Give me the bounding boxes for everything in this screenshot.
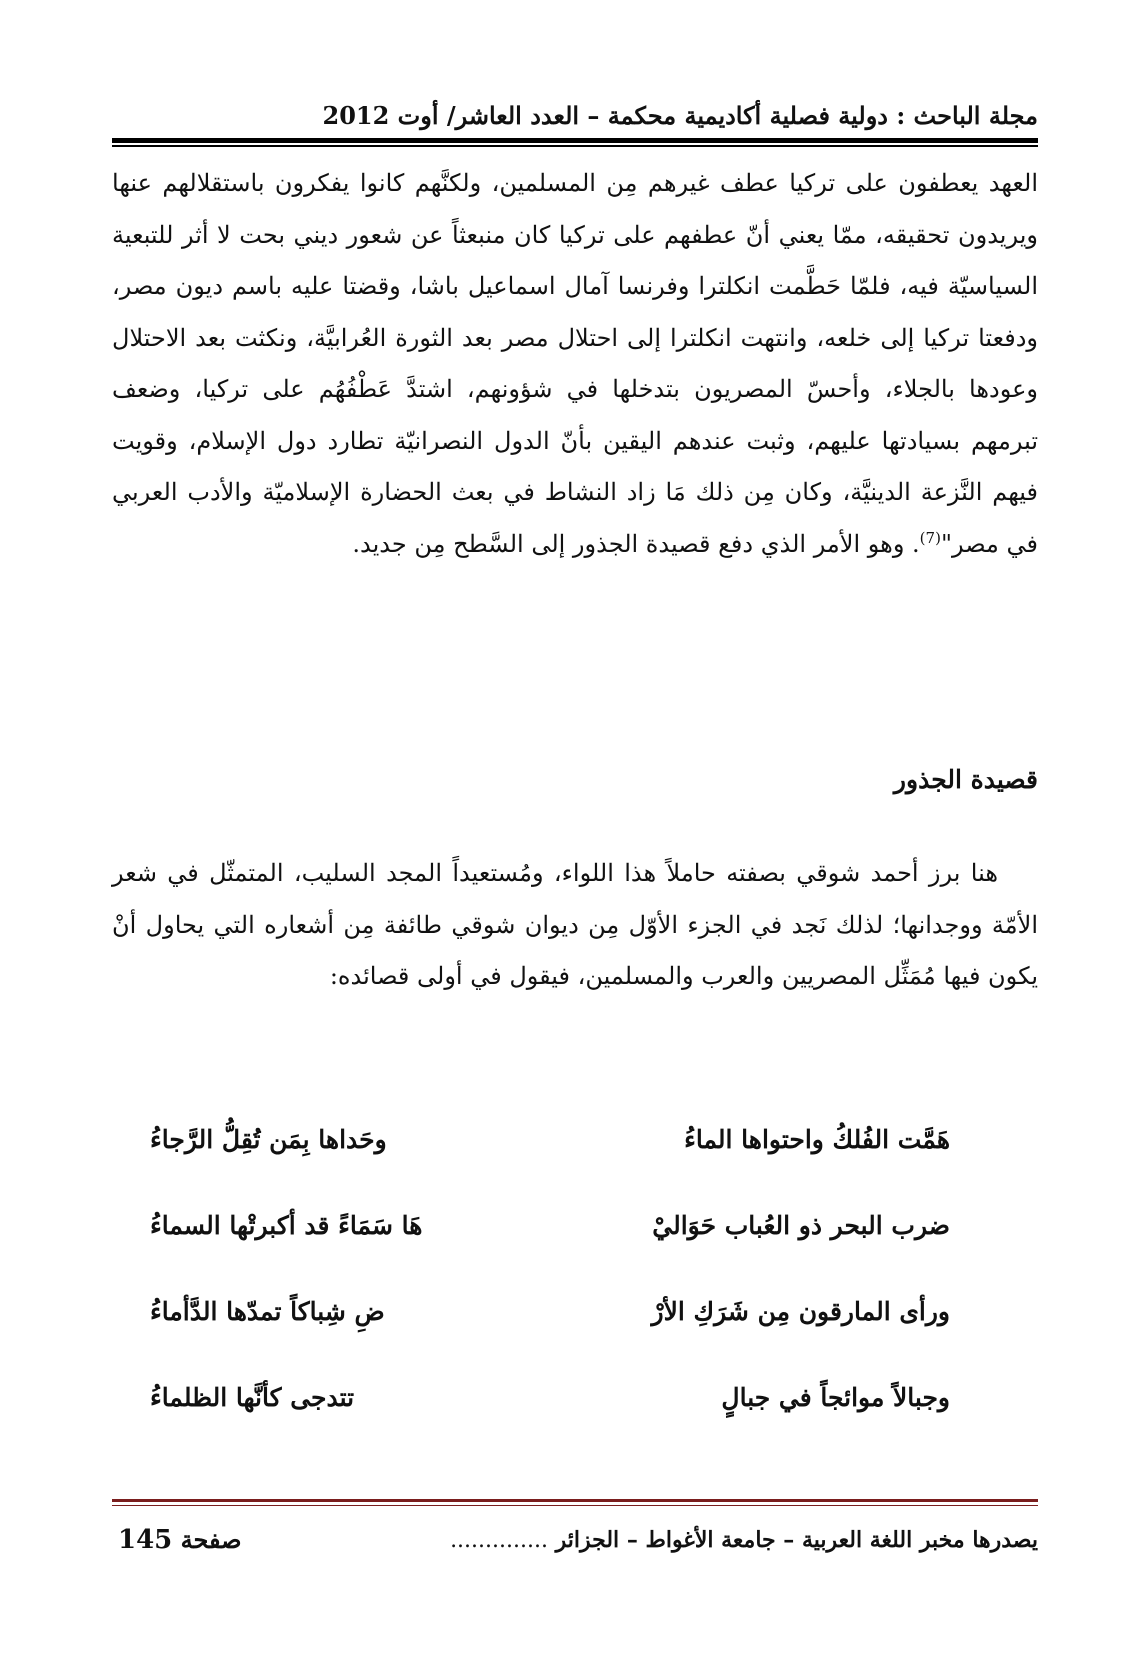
- poem-verse: [150, 1120, 950, 1206]
- poem-verse: [150, 1206, 950, 1292]
- poem-verse: [150, 1292, 950, 1378]
- verse-first-hemistich: ضرب البحر ذو العُباب حَوَاليْ: [652, 1211, 950, 1240]
- header-rule-thin: [112, 145, 1038, 147]
- body-text-main: العهد يعطفون على تركيا عطف غيرهم مِن المسلمين، ولكنَّهم كانوا يفكرون باستقلالهم عنها ويريدون تحقيقه، ممّا يعني أنّ عطفهم على تركيا كان منبعثاً عن شعور ديني بحت لا أثر للتبعية السياسيّة فيه، فلمّا حَطَّمت انكلترا وفرنسا آمال اسماعيل باشا، وقضتا عليه باسم ديون مصر، ودفعتا تركيا إلى خلعه، وانتهت انكلترا إلى احتلال مصر بعد الثورة العُرابيَّة، ونكثت بعد الاحتلال وعودها بالجلاء، وأحسّ المصريون بتدخلها في شؤونهم، اشتدَّ عَطْفُهُم على تركيا، وضعف تبرمهم بسيادتها عليهم، وثبت عندهم اليقين بأنّ الدول النصرانيّة تطارد دول الإسلام، وقويت فيهم النَّزعة الدينيَّة، وكان مِن ذلك مَا زاد النشاط في بعث الحضارة الإسلاميّة والأدب العربي في مصر": [112, 169, 1038, 558]
- page-label: صفحة: [180, 1525, 242, 1554]
- section-heading: قصيدة الجذور: [893, 765, 1038, 794]
- page-number: 145: [118, 1525, 173, 1555]
- verse-second-hemistich: تتدجى كأنَّها الظلماءُ: [150, 1383, 355, 1412]
- poem-block: [150, 1120, 950, 1464]
- body-paragraph: [112, 158, 1038, 570]
- verse-first-hemistich: هَمَّت الفُلكُ واحتواها الماءُ: [684, 1125, 950, 1154]
- verse-second-hemistich: ضِ شِباكاً تمدّها الدَّأماءُ: [150, 1297, 385, 1326]
- page-number-block: [118, 1520, 242, 1560]
- footer-rule-thick: [112, 1499, 1038, 1502]
- intro-paragraph: [112, 848, 1038, 1003]
- footer-dots: ..............: [450, 1528, 548, 1553]
- verse-second-hemistich: وحَداها بِمَن تُقِلُّ الرَّجاءُ: [150, 1125, 387, 1154]
- body-text-tail: . وهو الأمر الذي دفع قصيدة الجذور إلى السَّطح مِن جديد.: [352, 529, 920, 558]
- publisher-text: يصدرها مخبر اللغة العربية – جامعة الأغواط – الجزائر: [555, 1527, 1038, 1553]
- intro-text: هنا برز أحمد شوقي بصفته حاملاً هذا اللواء، ومُستعيداً المجد السليب، المتمثّل في شعر الأمّة ووجدانها؛ لذلك نَجد في الجزء الأوّل مِن ديوان شوقي طائفة مِن أشعاره التي يحاول أنْ يكون فيها مُمَثِّل المصريين والعرب والمسلمين، فيقول في أولى قصائده:: [112, 859, 1039, 990]
- verse-first-hemistich: وجبالاً موائجاً في جبالٍ: [721, 1383, 950, 1412]
- verse-second-hemistich: هَا سَمَاءً قد أكبرتْها السماءُ: [150, 1211, 423, 1240]
- footnote-reference[interactable]: (7): [919, 528, 941, 547]
- journal-header: مجلة الباحث : دولية فصلية أكاديمية محكمة – العدد العاشر/ أوت 2012: [322, 101, 1038, 130]
- poem-verse: [150, 1378, 950, 1464]
- footer-publisher: [450, 1520, 1038, 1560]
- header-rule-thick: [112, 138, 1038, 143]
- verse-first-hemistich: ورأى المارقون مِن شَرَكِ الأرْ: [651, 1297, 950, 1326]
- footer-rule-thin: [112, 1505, 1038, 1506]
